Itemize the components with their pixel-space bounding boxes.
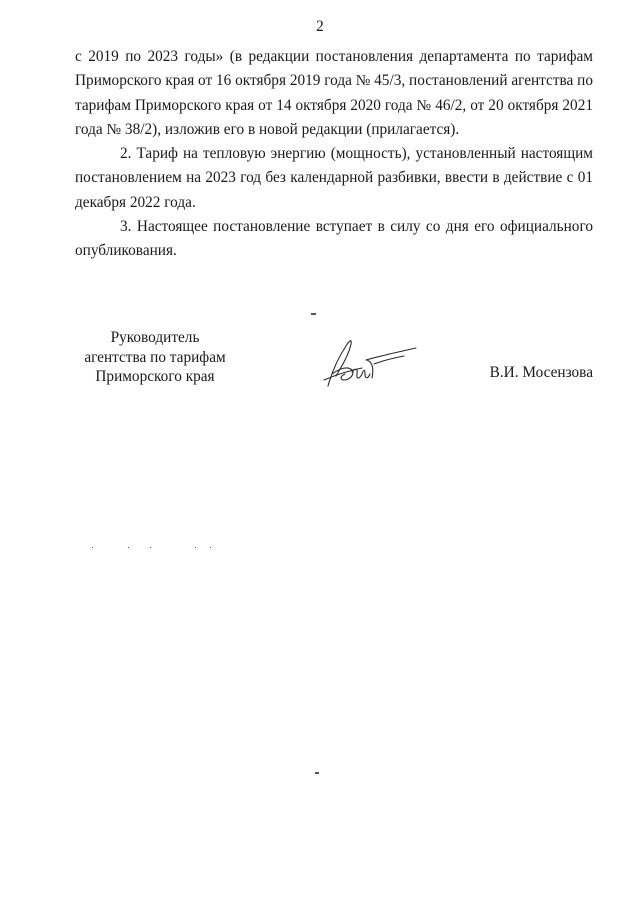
signatory-position-line: Приморского края xyxy=(95,368,215,385)
signatory-name: В.И. Мосензова xyxy=(489,364,593,381)
scan-speck xyxy=(128,547,129,548)
signature-block xyxy=(75,328,593,388)
document-body xyxy=(75,45,593,264)
scan-speck xyxy=(195,547,196,548)
paragraph-effective-date: 3. Настоящее постановление вступает в силу со дня его официального опубликования. xyxy=(75,218,593,260)
scan-speck xyxy=(315,772,319,774)
paragraph-continuation: с 2019 по 2023 годы» (в редакции постановления департамента по тарифам Приморского края от 16 октября 2019 года № 45/3, постановлений агентства по тарифам Приморского края от 14 октября 2020 года № 46/2, от 20 октября 2021 года № 38/2), изложив его в новой редакции (прилагается). xyxy=(75,48,593,138)
scan-speck xyxy=(92,547,93,548)
signatory-position xyxy=(75,328,235,387)
scan-speck xyxy=(150,547,151,548)
paragraph-tariff: 2. Тариф на тепловую энергию (мощность), установленный настоящим постановлением на 2023 год без календарной разбивки, ввести в действие с 01 декабря 2022 года. xyxy=(75,145,593,211)
scan-speck xyxy=(311,313,316,315)
page-number: 2 xyxy=(316,18,324,35)
scan-speck xyxy=(210,547,211,548)
handwritten-signature xyxy=(318,328,418,388)
signatory-position-line: агентства по тарифам xyxy=(84,348,226,366)
signatory-position-line: Руководитель xyxy=(110,329,200,346)
